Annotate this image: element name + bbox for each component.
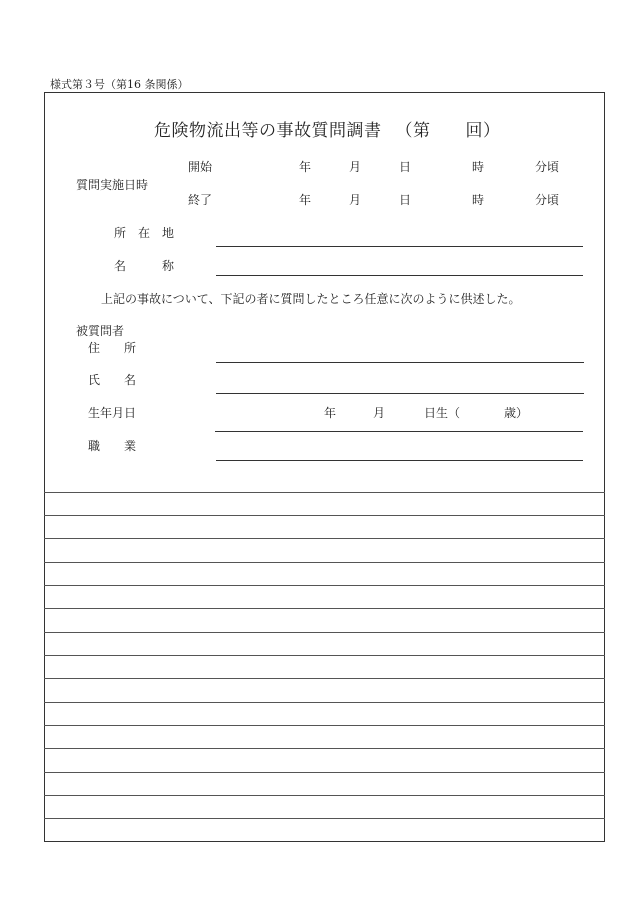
start-day: 日 — [399, 160, 412, 174]
start-year: 年 — [299, 160, 312, 174]
form-number-label: 様式第３号（第16 条関係） — [50, 78, 189, 91]
occupation-field-line[interactable] — [216, 460, 583, 461]
title-session: （第 回） — [395, 121, 501, 141]
birthdate-label: 生年月日 — [88, 406, 137, 420]
statement-line[interactable] — [44, 515, 605, 516]
statement-line[interactable] — [44, 608, 605, 609]
statement-line[interactable] — [44, 655, 605, 656]
address-label: 住 所 — [88, 341, 137, 355]
statement-line[interactable] — [44, 725, 605, 726]
end-minute: 分頃 — [535, 193, 560, 207]
statement-line[interactable] — [44, 702, 605, 703]
end-year: 年 — [299, 193, 312, 207]
start-minute: 分頃 — [535, 160, 560, 174]
location-field-line[interactable] — [216, 246, 583, 247]
address-field-line[interactable] — [216, 362, 584, 363]
statement-line[interactable] — [44, 538, 605, 539]
start-month: 月 — [349, 160, 362, 174]
statement-line[interactable] — [44, 492, 605, 493]
person-name-field-line[interactable] — [216, 393, 584, 394]
statement-line[interactable] — [44, 678, 605, 679]
statement-line[interactable] — [44, 585, 605, 586]
facility-name-label: 名 称 — [114, 259, 175, 273]
location-label: 所 在 地 — [114, 226, 175, 240]
start-hour: 時 — [472, 160, 485, 174]
statement-line[interactable] — [44, 818, 605, 819]
end-hour: 時 — [472, 193, 485, 207]
end-month: 月 — [349, 193, 362, 207]
respondent-label: 被質問者 — [76, 324, 125, 338]
end-label: 終了 — [188, 193, 213, 207]
occupation-label: 職 業 — [88, 439, 137, 453]
page-title — [154, 116, 501, 141]
end-day: 日 — [399, 193, 412, 207]
birth-day: 日生（ — [424, 406, 461, 420]
statement-line[interactable] — [44, 748, 605, 749]
statement-line[interactable] — [44, 562, 605, 563]
title-text: 危険物流出等の事故質問調書 — [154, 121, 382, 141]
statement-line[interactable] — [44, 632, 605, 633]
person-name-label: 氏 名 — [88, 373, 137, 387]
age-label: 歳） — [504, 406, 529, 420]
statement-text: 上記の事故について、下記の者に質問したところ任意に次のように供述した。 — [101, 292, 521, 306]
birth-year: 年 — [324, 406, 337, 420]
statement-line[interactable] — [44, 772, 605, 773]
statement-line[interactable] — [44, 795, 605, 796]
document-frame — [44, 92, 605, 842]
birthdate-field-line[interactable] — [215, 431, 583, 432]
datetime-label: 質問実施日時 — [76, 178, 149, 192]
facility-name-field-line[interactable] — [216, 275, 583, 276]
birth-month: 月 — [373, 406, 386, 420]
start-label: 開始 — [188, 160, 213, 174]
